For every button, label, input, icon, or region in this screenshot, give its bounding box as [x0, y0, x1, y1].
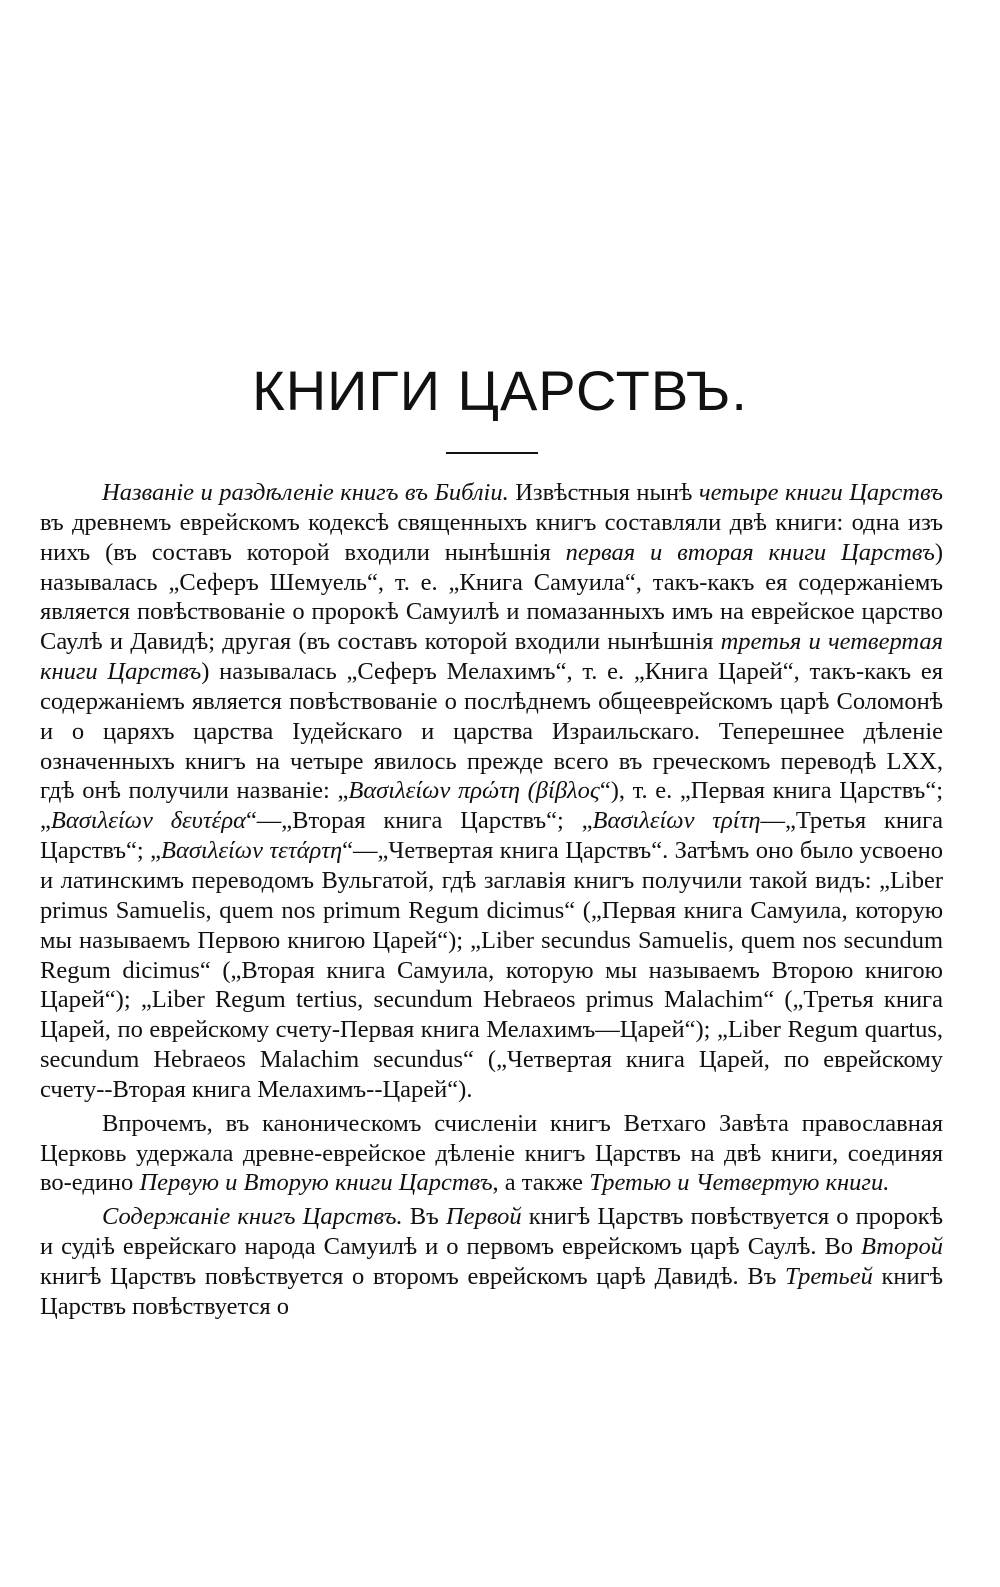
italic-text-run: Третьей — [785, 1262, 873, 1290]
italic-text-run: третья и четвертая книги Царствъ — [40, 628, 943, 686]
text-run: ) называлась „Сеферъ Шемуель“, т. е. „Книга Самуила“, такъ-какъ ея содержаніемъ является повѣствованіе о пророкѣ Самуилѣ и помазанныхъ имъ на еврейское царство Саулѣ и Давидѣ; другая (въ составъ которой входили нынѣшнія — [40, 538, 943, 656]
italic-text-run: Содержаніе книгъ Царствъ. — [102, 1203, 403, 1231]
text-run: въ древнемъ еврейскомъ кодексѣ священныхъ книгъ составляли двѣ книги: одна изъ нихъ (въ составъ которой входили нынѣшнія — [40, 508, 943, 566]
text-run: Извѣстныя нынѣ — [508, 479, 699, 506]
text-run: —„Третья книга Царствъ“; „ — [40, 807, 943, 865]
text-run: книгѣ Царствъ повѣствуется о второмъ еврейскомъ царѣ Давидѣ. Въ — [40, 1262, 786, 1290]
italic-text-run: первая и вторая книги Царствъ — [565, 538, 935, 566]
text-run: ) называлась „Сеферъ Мелахимъ“, т. е. „Книга Царей“, такъ-какъ ея содержаніемъ является повѣствованіе о послѣднемъ общееврейскомъ царѣ Соломонѣ и о царяхъ царства Іудейскаго и царства Израильскаго. Теперешнее дѣленіе означенныхъ книгъ на четыре явилось прежде всего въ греческомъ переводѣ LXX, гдѣ онѣ получили названіе: „ — [40, 658, 943, 805]
italic-text-run: Βασιλείων τρίτη — [592, 807, 761, 835]
title-divider — [446, 452, 538, 454]
text-run: книгѣ Царствъ повѣствуется о пророкѣ и судіѣ еврейскаго народа Самуилѣ и о первомъ еврейскомъ царѣ Саулѣ. Во — [40, 1203, 943, 1261]
italic-text-run: Βασιλείων δευτέρα — [50, 807, 246, 835]
italic-text-run: Βασιλείων τετάρτη — [161, 837, 343, 865]
italic-text-run: Первой — [445, 1203, 522, 1231]
italic-text-run: Названіе и раздѣленіе книгъ въ Библіи. — [102, 479, 509, 506]
text-run: книгѣ Царствъ повѣствуется о — [40, 1262, 944, 1320]
paragraph — [40, 1109, 943, 1199]
italic-text-run: четыре книги Царствъ — [698, 479, 943, 506]
paragraph — [40, 1202, 943, 1321]
paragraph — [40, 478, 943, 1105]
italic-text-run: Βασιλείων πρώτη (βίβλος — [348, 777, 600, 805]
italic-text-run: Третью и Четвертую книги. — [589, 1169, 890, 1197]
text-run: Впрочемъ, въ каноническомъ счисленіи книгъ Ветхаго Завѣта православная Церковь удержала древне-еврейское дѣленіе книгъ Царствъ на двѣ книги, соединяя во-едино — [40, 1109, 943, 1197]
text-run: “), т. е. „Первая книга Царствъ“; „ — [40, 777, 943, 835]
text-run: “—„Вторая книга Царствъ“; „ — [245, 807, 593, 835]
text-run: Въ — [402, 1203, 446, 1231]
body-text — [40, 478, 943, 1326]
italic-text-run: Второй — [861, 1233, 943, 1261]
page-title: КНИГИ ЦАРСТВЪ. — [252, 359, 748, 422]
text-run: , а также — [492, 1169, 590, 1197]
italic-text-run: Первую и Вторую книги Царствъ — [139, 1169, 493, 1197]
text-run: “—„Четвертая книга Царствъ“. Затѣмъ оно было усвоено и латинскимъ переводомъ Вульгатой, гдѣ заглавія книгъ получили такой видъ: „Liber primus Samuelis, quem nos primum Regum dicimus“ („Первая книга Самуила, которую мы называемъ Первою книгою Царей“); „Liber secundus Samuelis, quem nos secundum Regum dicimus“ („Вторая книга Самуила, которую мы называемъ Второю книгою Царей“); „Liber Regum tertius, secundum Hebraeos primus Malachim“ („Третья книга Царей, по еврейскому счету-Первая книга Мелахимъ—Царей“); „Liber Regum quartus, secundum Hebraeos Malachim secundus“ („Четвертая книга Царей, по еврейскому счету--Вторая книга Мелахимъ--Царей“). — [40, 837, 943, 1103]
